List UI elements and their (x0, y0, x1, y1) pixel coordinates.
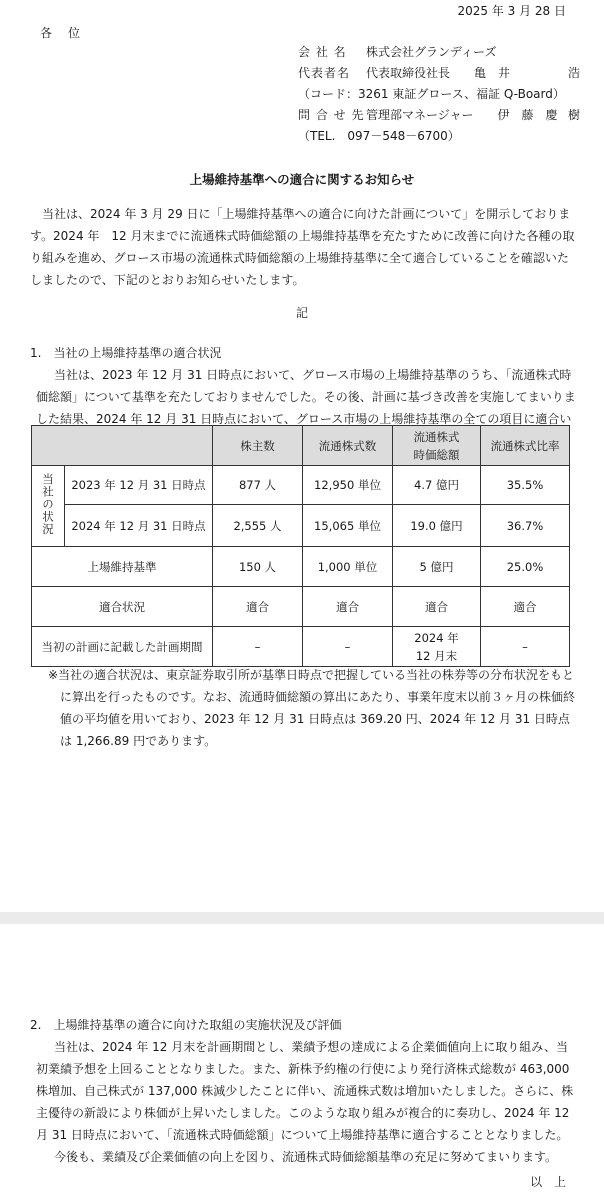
table-cell: 1,000 単位 (303, 547, 393, 587)
table-cell: 適合 (393, 587, 481, 627)
section-2 (30, 1014, 578, 1168)
compliance-table (31, 425, 570, 667)
page-break (0, 912, 604, 924)
closing-mark: 以 上 (530, 1175, 570, 1189)
sender-value: 管理部マネージャー 伊 藤 慶 (366, 108, 558, 122)
table-row (32, 466, 570, 505)
sender-company (298, 42, 565, 63)
intro-text: 当社は、2024 年 3 月 29 日に「上場維持基準への適合に向けた計画について」を開示しております。2024 年 12 月末までに流通株式時価総額の上場維持基準を充たすために改善に向けた各種の取り組みを進め、グロース市場の流通株式時価総額の上場維持基準に全て適合していることを確認いたしましたので、下記のとおりお知らせいたします。 (30, 207, 575, 287)
sender-tel (298, 126, 565, 147)
table-cell: 36.7% (481, 505, 570, 547)
table-cell: 2024 年 12 月末 (393, 627, 481, 667)
table-row (32, 547, 570, 587)
col-header: 株主数 (213, 426, 303, 466)
table-header-row (32, 426, 570, 466)
sender-block (298, 42, 581, 147)
table-row (32, 505, 570, 547)
sender-value: （コード：3261 東証グロース、福証 Q-Board） (298, 87, 565, 101)
section-2-heading: 2. 上場維持基準の適合に向けた取組の実施状況及び評価 (30, 1018, 342, 1032)
col-header: 流通株式比率 (481, 426, 570, 466)
footnote-text: ※当社の適合状況は、東京証券取引所が基準日時点で把握している当社の株券等の分布状況をもとに算出を行ったものです。なお、流通時価総額の算出にあたり、事業年度末以前３ヶ月の株価終値の平均値を用いており、2023 年 12 月 31 日時点は 369.20 円、2024 年 12 月 31 日時点は 1,266.89 円であります。 (48, 668, 576, 748)
table-cell: 適合 (303, 587, 393, 627)
table-cell: 15,065 単位 (303, 505, 393, 547)
table-cell: – (213, 627, 303, 667)
table-cell: 2,555 人 (213, 505, 303, 547)
side-label: 当社の状況 (41, 473, 55, 536)
row-label: 上場維持基準 (32, 547, 213, 587)
sender-representative (298, 63, 581, 84)
side-label-cell (32, 466, 65, 547)
row-label: 2024 年 12 月 31 日時点 (65, 505, 213, 547)
sender-code (298, 84, 565, 105)
section-1-body: 当社は、2023 年 12 月 31 日時点において、グロース市場の上場維持基準のうち、「流通株式時価総額」について基準を充たしておりませんでした。その後、計画に基づき改善を実施してまいりました結果、2024 年 12 月 31 日時点において、グロース市場の上場維持基準の全ての項目に適合い (36, 368, 576, 426)
table-corner-cell (32, 426, 213, 466)
col-header: 流通株式数 (303, 426, 393, 466)
table-cell: 877 人 (213, 466, 303, 505)
page-title: 上場維持基準への適合に関するお知らせ (189, 172, 415, 187)
table-cell: 150 人 (213, 547, 303, 587)
sender-extra: 浩 (568, 66, 581, 80)
col-header: 流通株式 時価総額 (393, 426, 481, 466)
sender-value: 株式会社グランディーズ (366, 45, 497, 59)
ki-marker: 記 (295, 306, 308, 320)
sender-label: 問 合 せ 先 (298, 108, 365, 122)
table-cell: 12,950 単位 (303, 466, 393, 505)
document-date: 2025 年 3 月 28 日 (457, 4, 566, 18)
sender-value: （TEL. 097－548－6700） (298, 129, 460, 143)
sender-label: 代表者名 (298, 66, 351, 80)
row-label: 2023 年 12 月 31 日時点 (65, 466, 213, 505)
sender-extra: 樹 (568, 108, 581, 122)
row-label: 適合状況 (32, 587, 213, 627)
row-label: 当初の計画に記載した計画期間 (32, 627, 213, 667)
table-row (32, 587, 570, 627)
section-2-body: 当社は、2024 年 12 月末を計画期間とし、業績予想の達成による企業価値向上に取り組み、当初業績予想を上回ることとなりました。また、新株予約権の行使により発行済株式総数が 463,000 株増加、自己株式が 137,000 株減少したことに伴い、流通株式数は増加いたしました。さらに、株主優待の新設により株価が上昇いたしました。このような取り組みが複合的に奏功し、2024 年 12 月 31 日時点において、「流通株式時価総額」について上場維持基準に適合することとなりました。 (36, 1040, 574, 1142)
section-1-heading: 1. 当社の上場維持基準の適合状況 (30, 346, 222, 360)
sender-contact (298, 105, 581, 126)
table-cell: 適合 (481, 587, 570, 627)
table-cell: 25.0% (481, 547, 570, 587)
table-cell: 35.5% (481, 466, 570, 505)
sender-label: 会 社 名 (298, 45, 347, 59)
table-cell: 19.0 億円 (393, 505, 481, 547)
table-cell: 5 億円 (393, 547, 481, 587)
addressee: 各 位 (40, 26, 83, 40)
table-cell: 4.7 億円 (393, 466, 481, 505)
table-cell: – (303, 627, 393, 667)
table-footnote (48, 664, 576, 752)
table-cell: – (481, 627, 570, 667)
table-cell: 適合 (213, 587, 303, 627)
table-row (32, 627, 570, 667)
section-2-closing-paragraph: 今後も、業績及び企業価値の向上を図り、流通株式時価総額基準の充足に努めてまいります。 (54, 1150, 558, 1164)
sender-value: 代表取締役社長 亀 井 (366, 66, 511, 80)
intro-paragraph (30, 203, 578, 291)
